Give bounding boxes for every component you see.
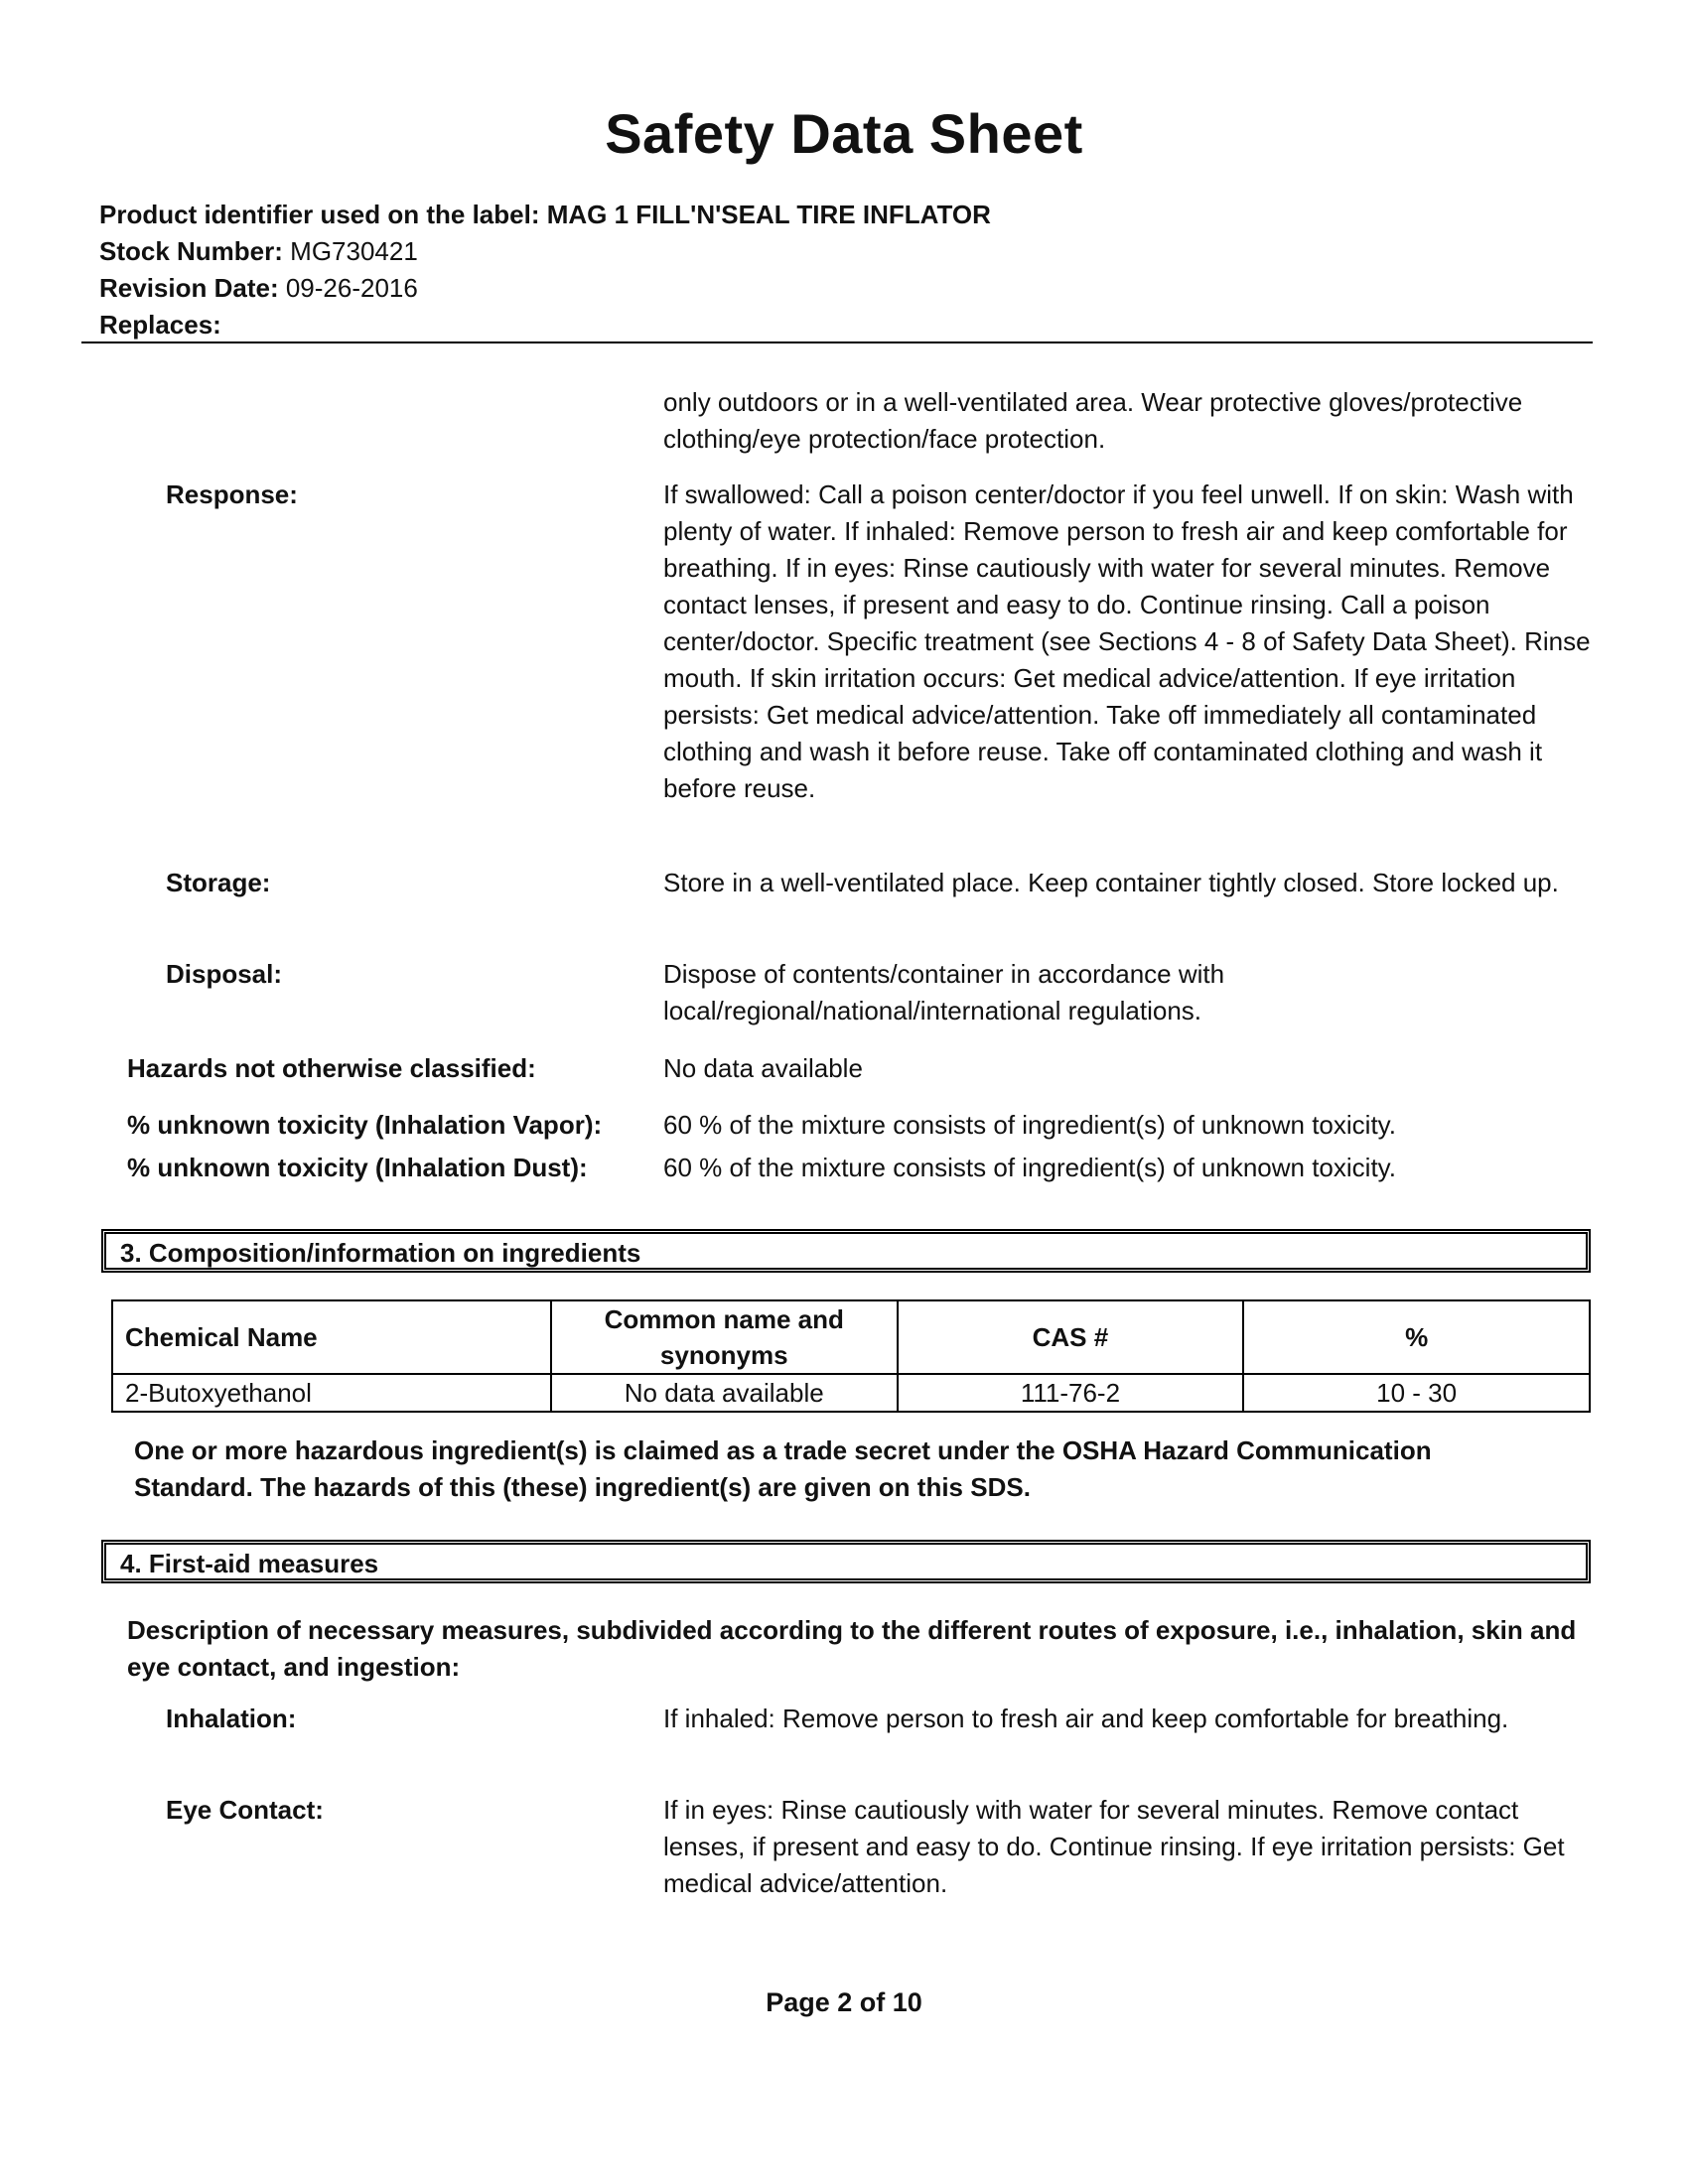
column-header-chemical-name: Chemical Name <box>112 1300 551 1374</box>
product-identifier-value: MAG 1 FILL'N'SEAL TIRE INFLATOR <box>546 200 991 229</box>
first-aid-description: Description of necessary measures, subdivided according to the different routes of exposure, i.e., inhalation, skin and eye contact, and ingestion: <box>127 1615 1577 1682</box>
unknown-toxicity-vapor-label: % unknown toxicity (Inhalation Vapor): <box>127 1110 603 1140</box>
inhalation-label: Inhalation: <box>166 1704 297 1733</box>
revision-date-value: 09-26-2016 <box>285 273 418 303</box>
stock-number-line <box>99 233 418 269</box>
disposal-text: Dispose of contents/container in accordance with local/regional/national/international regulations. <box>663 959 1225 1025</box>
replaces-line <box>99 307 221 342</box>
cell-chemical-name: 2-Butoxyethanol <box>112 1374 551 1412</box>
column-header-percent: % <box>1243 1300 1590 1374</box>
stock-number-label: Stock Number: <box>99 236 283 266</box>
product-identifier-label: Product identifier used on the label: <box>99 200 540 229</box>
precaution-continued-text: only outdoors or in a well-ventilated area. Wear protective gloves/protective clothing/eye protection/face protection. <box>663 387 1523 454</box>
eye-contact-label: Eye Contact: <box>166 1795 324 1825</box>
section-4-header <box>101 1540 1591 1583</box>
hnoc-value: No data available <box>663 1053 863 1083</box>
page-number: Page 2 of 10 <box>766 1987 922 2017</box>
stock-number-value: MG730421 <box>290 236 418 266</box>
disposal-label: Disposal: <box>166 959 283 989</box>
storage-label: Storage: <box>166 868 271 897</box>
cell-cas-number: 111-76-2 <box>898 1374 1244 1412</box>
eye-contact-text: If in eyes: Rinse cautiously with water for several minutes. Remove contact lenses, if present and easy to do. Continue rinsing. If eye irritation persists: Get medical advice/attention. <box>663 1795 1565 1898</box>
column-header-cas: CAS # <box>898 1300 1244 1374</box>
replaces-label: Replaces: <box>99 310 221 340</box>
table-row <box>112 1374 1590 1412</box>
composition-table <box>111 1299 1591 1413</box>
revision-date-label: Revision Date: <box>99 273 279 303</box>
composition-table-header-row <box>112 1300 1590 1374</box>
storage-text: Store in a well-ventilated place. Keep container tightly closed. Store locked up. <box>663 868 1559 897</box>
section-3-title: 3. Composition/information on ingredients <box>120 1238 641 1268</box>
unknown-toxicity-dust-label: % unknown toxicity (Inhalation Dust): <box>127 1153 588 1182</box>
response-text: If swallowed: Call a poison center/doctor if you feel unwell. If on skin: Wash with plenty of water. If inhaled: Remove person to fresh air and keep comfortable for breathing. If in eyes: Rinse cautiously with water for several minutes. Remove contact lenses, if present and easy to do. Continue rinsing. Call a poison center/doctor. Specific treatment (see Sections 4 - 8 of Safety Data Sheet). Rinse mouth. If skin irritation occurs: Get medical advice/attention. If eye irritation persists: Get medical advice/attention. Take off immediately all contaminated clothing and wash it before reuse. Take off contaminated clothing and wash it before reuse. <box>663 479 1591 803</box>
header-divider <box>81 341 1593 343</box>
inhalation-text: If inhaled: Remove person to fresh air and keep comfortable for breathing. <box>663 1704 1509 1733</box>
hnoc-label: Hazards not otherwise classified: <box>127 1053 536 1083</box>
trade-secret-note: One or more hazardous ingredient(s) is claimed as a trade secret under the OSHA Hazard Communication Standard. The hazards of this (these) ingredient(s) are given on this SDS. <box>134 1435 1432 1502</box>
revision-date-line <box>99 270 418 306</box>
unknown-toxicity-dust-value: 60 % of the mixture consists of ingredient(s) of unknown toxicity. <box>663 1153 1396 1182</box>
document-title: Safety Data Sheet <box>605 102 1083 165</box>
column-header-common-name: Common name and synonyms <box>551 1300 898 1374</box>
section-4-title: 4. First-aid measures <box>120 1549 379 1578</box>
section-3-header <box>101 1229 1591 1273</box>
response-label: Response: <box>166 479 298 509</box>
cell-percent: 10 - 30 <box>1243 1374 1590 1412</box>
unknown-toxicity-vapor-value: 60 % of the mixture consists of ingredient(s) of unknown toxicity. <box>663 1110 1396 1140</box>
product-identifier-line <box>99 197 991 232</box>
cell-common-name: No data available <box>551 1374 898 1412</box>
